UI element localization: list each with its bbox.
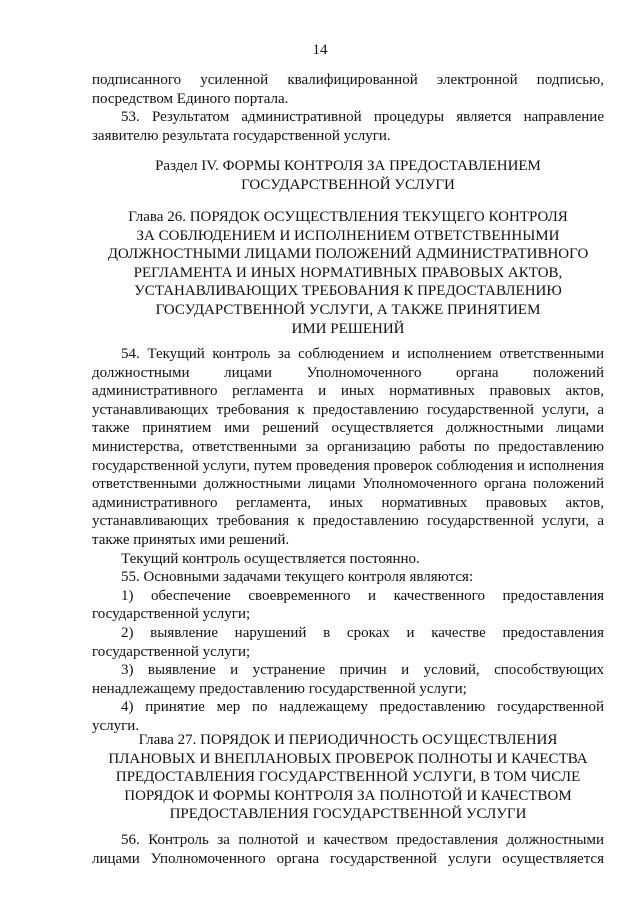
heading-line: Глава 27. ПОРЯДОК И ПЕРИОДИЧНОСТЬ ОСУЩЕСТВЛЕНИЯ: [138, 732, 558, 748]
text-line: также принятием ими решений осуществляется должностными лицами: [92, 420, 604, 437]
text-line: подписанного усиленной квалифицированной электронной подписью,: [92, 72, 604, 88]
list-item-line: 3) выявление и устранение причин и условий, способствующих: [121, 662, 604, 679]
chapter-27-heading: [92, 731, 604, 824]
section-heading: [92, 157, 604, 194]
text-line: посредством Единого портала.: [92, 90, 289, 107]
paragraph-53: [92, 108, 604, 145]
heading-line: УСТАНАВЛИВАЮЩИХ ТРЕБОВАНИЯ К ПРЕДОСТАВЛЕНИЮ: [134, 283, 562, 300]
heading-line: ПЛАНОВЫХ И ВНЕПЛАНОВЫХ ПРОВЕРОК ПОЛНОТЫ И КАЧЕСТВА: [108, 750, 588, 767]
heading-line: ЗА СОБЛЮДЕНИЕМ И ИСПОЛНЕНИЕМ ОТВЕТСТВЕННЫМИ: [136, 227, 560, 244]
continuation-paragraph: [92, 71, 604, 108]
heading-line: ПРЕДОСТАВЛЕНИЯ ГОСУДАРСТВЕННОЙ УСЛУГИ, В ТОМ ЧИСЛЕ: [115, 769, 581, 786]
text-line: 55. Основными задачами текущего контроля являются:: [121, 569, 474, 586]
list-item-line: ненадлежащему предоставлению государственной услуги;: [92, 680, 467, 697]
heading-line: Раздел IV. ФОРМЫ КОНТРОЛЯ ЗА ПРЕДОСТАВЛЕНИЕМ: [155, 158, 541, 174]
text-line: государственной услуги, путем проведения проверок соблюдения и исполнения: [92, 457, 604, 474]
list-item-line: 1) обеспечение своевременного и качественного предоставления: [121, 587, 604, 604]
list-item-line: государственной услуги;: [92, 606, 251, 623]
heading-line: ГОСУДАРСТВЕННОЙ УСЛУГИ, А ТАКЖЕ ПРИНЯТИЕМ: [155, 301, 541, 318]
text-line: ответственными должностными лицами Уполномоченного органа положений: [92, 476, 604, 493]
text-line: лицами Уполномоченного органа государственной услуги осуществляется: [92, 850, 604, 867]
text-line: административного регламента, иных нормативных правовых актов,: [92, 494, 604, 511]
text-line: 56. Контроль за полнотой и качеством предоставления должностными: [121, 832, 604, 848]
page-number: 14: [312, 42, 328, 58]
heading-line: ПРЕДОСТАВЛЕНИЯ ГОСУДАРСТВЕННОЙ УСЛУГИ: [169, 806, 527, 823]
heading-line: ГОСУДАРСТВЕННОЙ УСЛУГИ: [241, 176, 455, 193]
heading-line: Глава 26. ПОРЯДОК ОСУЩЕСТВЛЕНИЯ ТЕКУЩЕГО КОНТРОЛЯ: [128, 209, 568, 225]
text-line: министерства, ответственными за организацию работы по предоставлению: [92, 438, 604, 455]
list-item-line: 2) выявление нарушений в сроках и качестве предоставления: [121, 624, 604, 641]
text-line: устанавливающих требования к предоставлению государственной услуги, а: [92, 513, 604, 530]
text-line: 53. Результатом административной процедуры является направление: [121, 109, 604, 125]
heading-line: ИМИ РЕШЕНИЙ: [291, 320, 405, 337]
text-line: устанавливающих требования к предоставлению государственной услуги, а: [92, 401, 604, 418]
text-line: Текущий контроль осуществляется постоянно.: [121, 550, 420, 567]
text-line: также принятых ими решений.: [92, 531, 290, 548]
chapter-26-heading: [92, 208, 604, 338]
heading-line: РЕГЛАМЕНТА И ИНЫХ НОРМАТИВНЫХ ПРАВОВЫХ АКТОВ,: [133, 264, 563, 281]
paragraph-54-block: [92, 345, 604, 735]
text-line: должностными лицами Уполномоченного органа положений: [92, 364, 604, 381]
heading-line: ДОЛЖНОСТНЫМИ ЛИЦАМИ ПОЛОЖЕНИЙ АДМИНИСТРАТИВНОГО: [107, 246, 589, 263]
text-line: заявителю результата государственной услуги.: [92, 127, 391, 144]
text-line: административного регламента и иных нормативных правовых актов,: [92, 383, 604, 400]
paragraph-56: [92, 831, 604, 868]
list-item-line: 4) принятие мер по надлежащему предоставлению государственной: [121, 699, 604, 716]
list-item-line: государственной услуги;: [92, 643, 251, 660]
list-item-line: услуги.: [92, 717, 140, 734]
heading-line: ПОРЯДОК И ФОРМЫ КОНТРОЛЯ ЗА ПОЛНОТОЙ И КАЧЕСТВОМ: [124, 787, 572, 804]
text-line: 54. Текущий контроль за соблюдением и исполнением ответственными: [121, 346, 604, 362]
